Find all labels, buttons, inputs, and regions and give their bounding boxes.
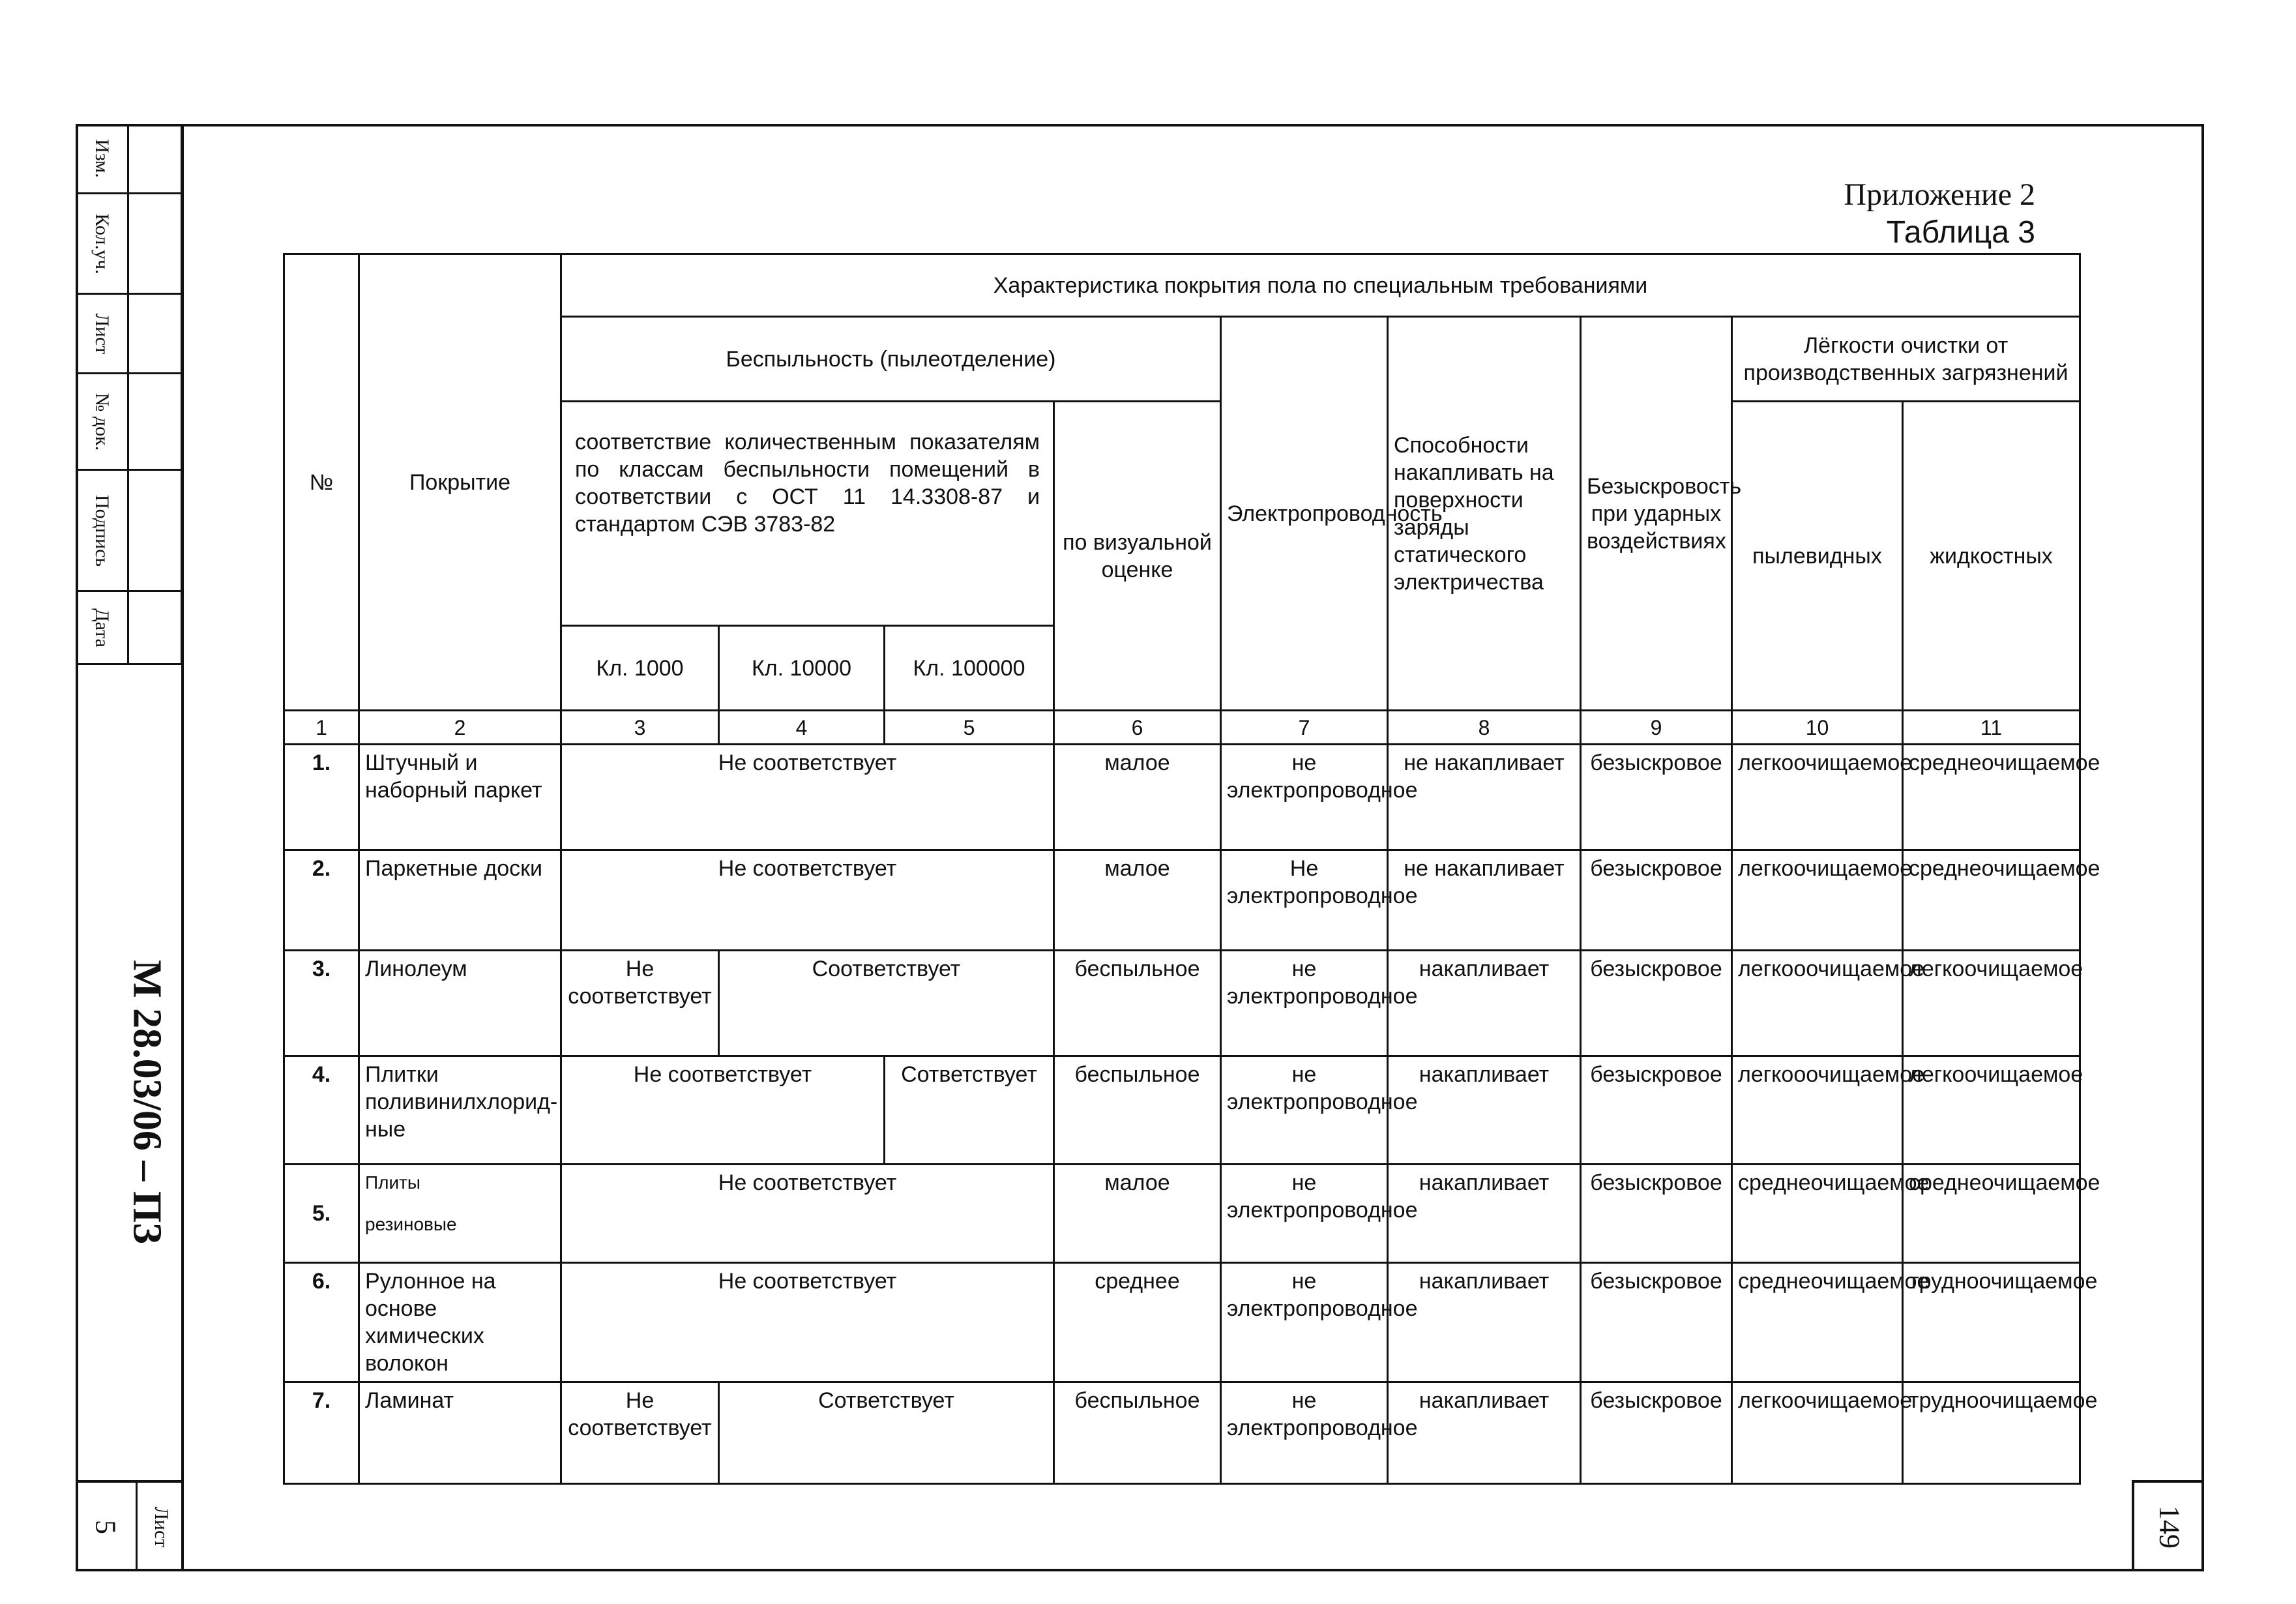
header-static: Способности накапливать на поверхности заряды статического электричества: [1388, 317, 1581, 711]
row-spark: безыскровое: [1581, 745, 1732, 850]
col-number: 4: [719, 711, 885, 745]
header-class-100000: Кл. 100000: [885, 626, 1054, 711]
col-number: 7: [1221, 711, 1388, 745]
row-liquid-clean: трудноочищаемое: [1903, 1263, 2080, 1382]
row-static: накапливает: [1388, 951, 1581, 1056]
stamp-value-cell: [129, 592, 183, 665]
stamp-cell-doc: № док.: [76, 374, 129, 471]
header-visual: по визуальной оценке: [1054, 402, 1221, 711]
table-row: [284, 1056, 2080, 1165]
row-static: накапливает: [1388, 1263, 1581, 1382]
row-visual: беспыльное: [1054, 1056, 1221, 1165]
stamp-value-cell: [129, 374, 183, 471]
row-cover: Плитки поливинилхлорид-ные: [359, 1056, 561, 1165]
sheet-number: 5: [89, 1520, 122, 1534]
header-group: Характеристика покрытия пола по специальным требованиями: [561, 254, 2080, 317]
row-spark: безыскровое: [1581, 1263, 1732, 1382]
row-cover: Рулонное на основе химических волокон: [359, 1263, 561, 1382]
appendix-title: [1844, 176, 2035, 252]
row-conductivity: не электропроводное: [1221, 1165, 1388, 1263]
row-conductivity: не электропроводное: [1221, 951, 1388, 1056]
row-dust: Не соответствует: [561, 745, 1054, 850]
table-row: [284, 745, 2080, 850]
row-no: 4.: [284, 1056, 359, 1165]
row-static: накапливает: [1388, 1056, 1581, 1165]
col-number: 10: [1732, 711, 1903, 745]
header-cover: Покрытие: [359, 254, 561, 711]
row-cover: Линолеум: [359, 951, 561, 1056]
header-dust-classes: соответствие количественным показателям по классам беспыльности помещений в соответствии с ОСТ 11 14.3308-87 и стандартом СЭВ 3783-82: [561, 402, 1054, 626]
table-row: [284, 1165, 2080, 1263]
row-class-1000-10000: Не соответствует: [561, 1056, 885, 1165]
row-static: не накапливает: [1388, 745, 1581, 850]
row-conductivity: не электропроводное: [1221, 1056, 1388, 1165]
row-no: 3.: [284, 951, 359, 1056]
row-visual: малое: [1054, 850, 1221, 951]
header-liquid: жидкостных: [1903, 402, 2080, 711]
row-static: накапливает: [1388, 1382, 1581, 1484]
row-spark: безыскровое: [1581, 850, 1732, 951]
row-liquid-clean: легкоочищаемое: [1903, 1056, 2080, 1165]
row-spark: безыскровое: [1581, 1056, 1732, 1165]
col-number: 8: [1388, 711, 1581, 745]
row-dust-clean: среднеочищаемое: [1732, 1165, 1903, 1263]
row-dust-clean: легкооочищаемое: [1732, 951, 1903, 1056]
col-number: 11: [1903, 711, 2080, 745]
row-no: 5.: [284, 1165, 359, 1263]
table-title: Таблица 3: [1886, 215, 2035, 250]
row-dust: Не соответствует: [561, 850, 1054, 951]
row-no: 7.: [284, 1382, 359, 1484]
header-conductivity: Электропроводность: [1221, 317, 1388, 711]
col-number: 1: [284, 711, 359, 745]
row-cover: Ламинат: [359, 1382, 561, 1484]
row-spark: безыскровое: [1581, 951, 1732, 1056]
stamp-cell-kol: Кол.уч.: [76, 194, 129, 295]
row-visual: малое: [1054, 745, 1221, 850]
table-row: [284, 1263, 2080, 1382]
stamp-cell-sign: Подпись: [76, 471, 129, 592]
row-visual: беспыльное: [1054, 951, 1221, 1056]
header-dust: Беспыльность (пылеотделение): [561, 317, 1221, 402]
document-code: М 28.03/06 – ПЗ: [125, 960, 169, 1244]
table-row: [284, 1382, 2080, 1484]
col-number: 5: [885, 711, 1054, 745]
header-dustlike: пылевидных: [1732, 402, 1903, 711]
row-spark: безыскровое: [1581, 1165, 1732, 1263]
row-static: накапливает: [1388, 1165, 1581, 1263]
stamp-cell-list: Лист: [76, 295, 129, 374]
table-row: [284, 850, 2080, 951]
row-class-10000-100000: Сответствует: [719, 1382, 1054, 1484]
stamp-cell-izm: Изм.: [76, 124, 129, 194]
row-class-100000: Сответствует: [885, 1056, 1054, 1165]
row-liquid-clean: трудноочищаемое: [1903, 1382, 2080, 1484]
row-no: 2.: [284, 850, 359, 951]
sheet-label: Лист: [136, 1483, 184, 1571]
header-class-1000: Кл. 1000: [561, 626, 719, 711]
row-conductivity: не электропроводное: [1221, 745, 1388, 850]
row-liquid-clean: среднеочищаемое: [1903, 850, 2080, 951]
row-class-10000-100000: Соответствует: [719, 951, 1054, 1056]
row-visual: среднее: [1054, 1263, 1221, 1382]
sheet-box: [76, 1480, 184, 1571]
row-no: 1.: [284, 745, 359, 850]
page-number: 149: [2132, 1480, 2204, 1571]
row-dust-clean: среднеочищаемое: [1732, 1263, 1903, 1382]
header-no: №: [284, 254, 359, 711]
row-liquid-clean: легкоочищаемое: [1903, 951, 2080, 1056]
header-spark: Безыскровость при ударных воздействиях: [1581, 317, 1732, 711]
stamp-value-cell: [129, 295, 183, 374]
row-static: не накапливает: [1388, 850, 1581, 951]
coverings-table: [283, 253, 2100, 1485]
row-dust-clean: легкоочищаемое: [1732, 850, 1903, 951]
row-cover-line2: резиновые: [365, 1214, 457, 1234]
revision-stamp: [76, 124, 184, 1571]
row-liquid-clean: среднеочищаемое: [1903, 745, 2080, 850]
row-cover-line1: Плиты: [365, 1172, 421, 1193]
col-number: 6: [1054, 711, 1221, 745]
stamp-cell-date: Дата: [76, 592, 129, 665]
row-visual: малое: [1054, 1165, 1221, 1263]
row-no: 6.: [284, 1263, 359, 1382]
header-class-10000: Кл. 10000: [719, 626, 885, 711]
row-dust-clean: легкоочищаемое: [1732, 745, 1903, 850]
row-dust-clean: легкоочищаемое: [1732, 1382, 1903, 1484]
row-dust-clean: легкооочищаемое: [1732, 1056, 1903, 1165]
row-conductivity: Не электропроводное: [1221, 850, 1388, 951]
row-conductivity: не электропроводное: [1221, 1263, 1388, 1382]
row-cover: Штучный и наборный паркет: [359, 745, 561, 850]
row-dust: Не соответствует: [561, 1263, 1054, 1382]
row-cover: [359, 1165, 561, 1263]
stamp-value-cell: [129, 471, 183, 592]
col-number: 2: [359, 711, 561, 745]
stamp-value-cell: [129, 194, 183, 295]
row-dust: Не соответствует: [561, 1165, 1054, 1263]
stamp-value-cell: [129, 124, 183, 194]
col-number: 3: [561, 711, 719, 745]
row-visual: беспыльное: [1054, 1382, 1221, 1484]
appendix-label: Приложение 2: [1844, 177, 2035, 212]
header-cleaning: Лёгкости очистки от производственных загрязнений: [1732, 317, 2080, 402]
table-row: [284, 951, 2080, 1056]
row-cover: Паркетные доски: [359, 850, 561, 951]
row-liquid-clean: среднеочищаемое: [1903, 1165, 2080, 1263]
row-class-1000: Не соответствует: [561, 1382, 719, 1484]
row-class-1000: Не соответствует: [561, 951, 719, 1056]
col-number: 9: [1581, 711, 1732, 745]
row-spark: безыскровое: [1581, 1382, 1732, 1484]
row-conductivity: не электропроводное: [1221, 1382, 1388, 1484]
